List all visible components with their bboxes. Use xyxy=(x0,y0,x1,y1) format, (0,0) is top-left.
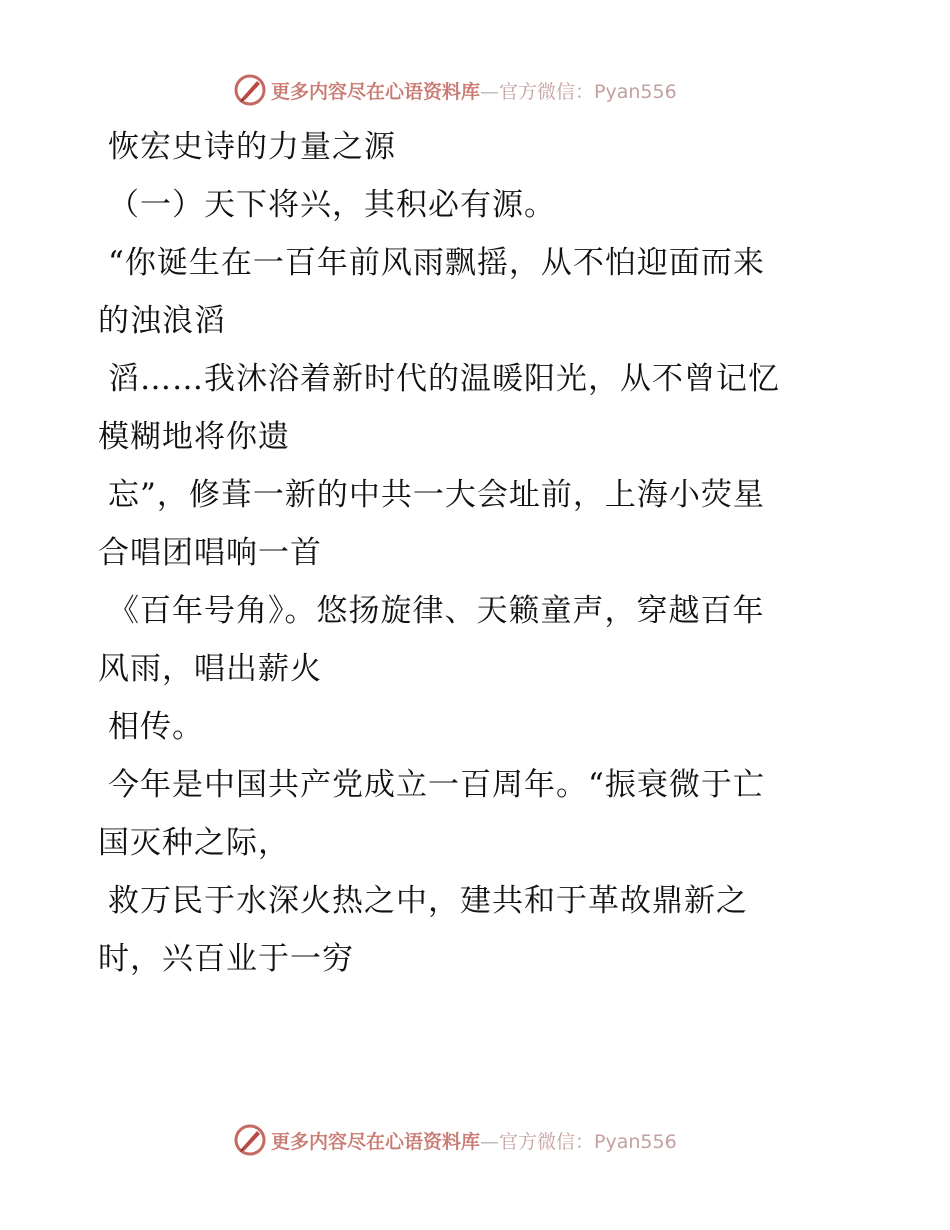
watermark-text xyxy=(271,77,677,104)
text-line: 合唱团唱响一首 xyxy=(98,535,322,571)
text-line: 今年是中国共产党成立一百周年。“振衰微于亡 xyxy=(108,767,765,803)
watermark-main: 更多内容尽在心语资料库 xyxy=(271,80,481,103)
watermark-separator: — xyxy=(480,80,500,103)
text-line: 忘”，修葺一新的中共一大会址前，上海小荧星 xyxy=(108,477,765,513)
header-watermark xyxy=(233,72,677,108)
body-text xyxy=(98,118,838,988)
watermark-separator: — xyxy=(480,1130,500,1153)
footer-watermark xyxy=(233,1122,677,1158)
watermark-wechat: 官方微信：Pyan556 xyxy=(499,80,677,103)
quill-logo-icon xyxy=(233,73,267,107)
text-line: 国灭种之际， xyxy=(98,825,290,861)
text-line: 模糊地将你遗 xyxy=(98,419,290,455)
text-line: 《百年号角》。悠扬旋律、天籁童声，穿越百年 xyxy=(108,593,765,629)
watermark-text xyxy=(271,1127,677,1154)
watermark-main: 更多内容尽在心语资料库 xyxy=(271,1130,481,1153)
text-line: “你诞生在一百年前风雨飘摇，从不怕迎面而来 xyxy=(108,245,765,281)
text-line: 风雨，唱出薪火 xyxy=(98,651,322,687)
watermark-wechat: 官方微信：Pyan556 xyxy=(499,1130,677,1153)
text-line: 恢宏史诗的力量之源 xyxy=(108,129,396,165)
quill-logo-icon xyxy=(233,1123,267,1157)
text-line: 时，兴百业于一穷 xyxy=(98,941,354,977)
text-line: （一）天下将兴，其积必有源。 xyxy=(108,187,556,223)
text-line: 的浊浪滔 xyxy=(98,303,226,339)
text-line: 相传。 xyxy=(108,709,204,745)
text-line: 滔……我沐浴着新时代的温暖阳光，从不曾记忆 xyxy=(108,361,780,397)
text-line: 救万民于水深火热之中，建共和于革故鼎新之 xyxy=(108,883,748,919)
